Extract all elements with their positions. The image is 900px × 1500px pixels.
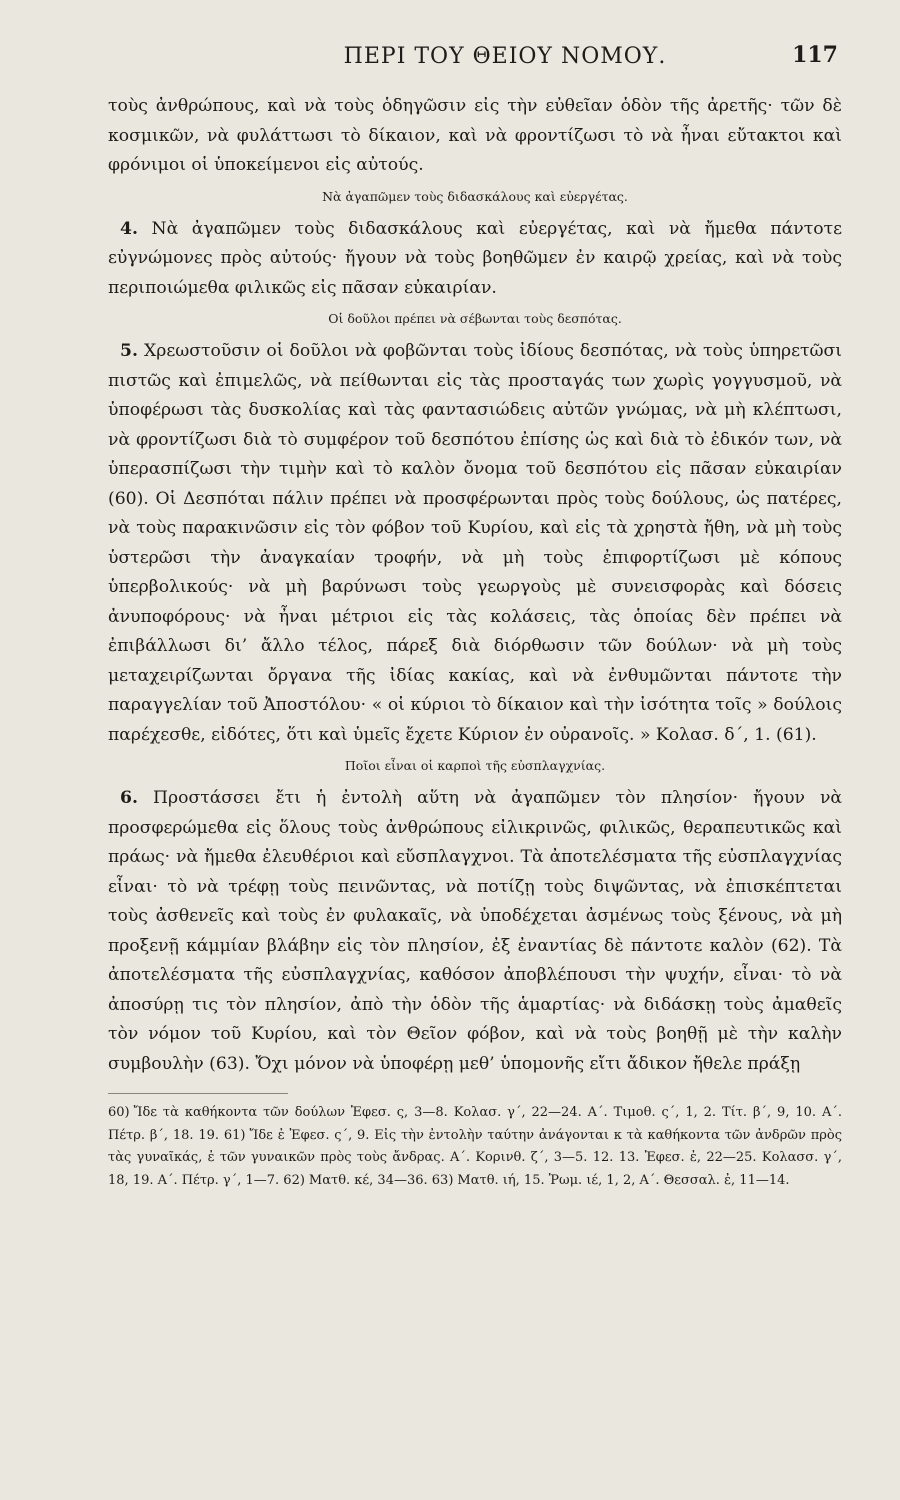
page-header: [108, 42, 842, 92]
paragraph-6-text: Προστάσσει ἔτι ἡ ἐντολὴ αὕτη νὰ ἀγαπῶμεν τὸν πλησίον· ἤγουν νὰ προσφερώμεθα εἰς ὅλους τοὺς ἀνθρώπους εἰλικρινῶς, φιλικῶς, θεραπευτικῶς καὶ πράως· νὰ ἤμεθα ἐλευθέριοι καὶ εὔσπλαγχνοι. Τὰ ἀποτελέσματα τῆς εὐσπλαγχνίας εἶναι· τὸ νὰ τρέφῃ τοὺς πεινῶντας, νὰ ποτίζῃ τοὺς διψῶντας, νὰ ἐπισκέπτεται τοὺς ἀσθενεῖς καὶ τοὺς ἐν φυλακαῖς, νὰ ὑποδέχεται ἀσμένως τοὺς ξένους, νὰ μὴ προξενῇ κάμμίαν βλάβην εἰς τὸν πλησίον, ἐξ ἐναντίας δὲ πάντοτε καλὸν (62). Τὰ ἀποτελέσματα τῆς εὐσπλαγχνίας, καθόσον ἀποβλέπουσι τὴν ψυχήν, εἶναι· τὸ νὰ ἀποσύρῃ τις τὸν πλησίον, ἀπὸ τὴν ὁδὸν τῆς ἁμαρτίας· νὰ διδάσκῃ τοὺς ἀμαθεῖς τὸν νόμον τοῦ Κυρίου, καὶ τὸν Θεῖον φόβον, καὶ νὰ τοὺς βοηθῇ μὲ τὴν καλὴν συμβουλὴν (63). Ὄχι μόνον νὰ ὑποφέρῃ μεθ’ ὑπομονῆς εἴτι ἄδικον ἤθελε πράξῃ: [108, 788, 842, 1074]
footnotes: [108, 1102, 842, 1192]
paragraph-4-text: Νὰ ἀγαπῶμεν τοὺς διδασκάλους καὶ εὐεργέτας, καὶ νὰ ἤμεθα πάντοτε εὐγνώμονες πρὸς αὐτούς· ἤγουν νὰ τοὺς βοηθῶμεν ἐν καιρῷ χρείας, καὶ νὰ τοὺς περιποιώμεθα φιλικῶς εἰς πᾶσαν εὐκαιρίαν.: [108, 218, 842, 298]
footnote-61: Ἴδε ἐ Ἐφεσ. ς΄, 9. Εἰς τὴν ἐντολὴν ταύτην ἀνάγονται κ τὰ καθήκοντα τῶν ἀνδρῶν πρὸς τὰς γυναῖκάς, ἐ τῶν γυναικῶν πρὸς τοὺς ἄνδρας. Α΄. Κορινθ. ζ΄, 3—5. 12. 13. Ἐφεσ. ἐ, 22—25. Κολασσ. γ΄, 18, 19. Α΄. Πέτρ. γ΄, 1—7.: [108, 1127, 842, 1188]
paragraph-number-4: 4.: [120, 218, 138, 239]
paragraph-number-6: 6.: [120, 788, 138, 808]
footnote-61-number: 61): [223, 1127, 246, 1143]
paragraph-6: [108, 784, 842, 1079]
paragraph-5: [108, 337, 842, 750]
paragraph-4: [108, 215, 842, 304]
paragraph-5-text: Χρεωστοῦσιν οἱ δοῦλοι νὰ φοβῶνται τοὺς ἰδίους δεσπότας, νὰ τοὺς ὑπηρετῶσι πιστῶς καὶ ἐπιμελῶς, νὰ πείθωνται εἰς τὰς προσταγάς των χωρὶς γογγυσμοῦ, νὰ ὑποφέρωσι τὰς δυσκολίας καὶ τὰς φαντασιώδεις αὐτῶν γνώμας, νὰ μὴ κλέπτωσι, νὰ φροντίζωσι διὰ τὸ συμφέρον τοῦ δεσπότου ἐπίσης ὡς καὶ διὰ τὸ ἐδικόν των, νὰ ὑπερασπίζωσι τὴν τιμὴν καὶ τὸ καλὸν ὄνομα τοῦ δεσπότου εἰς πᾶσαν εὐκαιρίαν (60). Οἱ Δεσπόται πάλιν πρέπει νὰ προσφέρωνται πρὸς τοὺς δούλους, ὡς πατέρες, νὰ τοὺς παρακινῶσιν εἰς τὸν φόβον τοῦ Κυρίου, καὶ εἰς τὰ χρηστὰ ἤθη, νὰ μὴ τοὺς ὑστερῶσι τὴν ἀναγκαίαν τροφήν, νὰ μὴ τοὺς ἐπιφορτίζωσι μὲ κόπους ὑπερβολικούς· νὰ μὴ βαρύνωσι τοὺς γεωργοὺς μὲ συνεισφορὰς καὶ δόσεις ἀνυποφόρους· νὰ ἦναι μέτριοι εἰς τὰς κολάσεις, τὰς ὁποίας δὲν πρέπει νὰ ἐπιβάλλωσι δι’ ἄλλο τέλος, πάρεξ διὰ διόρθωσιν τῶν δούλων· νὰ μὴ τοὺς μεταχειρίζωνται ὄργανα τῆς ἰδίας κακίας, καὶ νὰ ἐνθυμῶνται πάντοτε τὴν παραγγελίαν τοῦ Ἀποστόλου· « οἱ κύριοι τὸ δίκαιον καὶ τὴν ἰσότητα τοῖς » δούλοις παρέχεσθε, εἰδότες, ὅτι καὶ ὑμεῖς ἔχετε Κύριον ἐν οὐρανοῖς. » Κολασ. δ΄, 1. (61).: [108, 341, 843, 745]
footnote-60-number: 60): [108, 1105, 130, 1120]
section-heading-5: Οἱ δοῦλοι πρέπει νὰ σέβωνται τοὺς δεσπότας.: [328, 311, 622, 326]
footnote-62: Ματθ. κέ, 34—36.: [308, 1172, 428, 1188]
paragraph-number-5: 5.: [120, 341, 138, 361]
section-heading-6: Ποῖοι εἶναι οἱ καρποὶ τῆς εὐσπλαγχνίας.: [344, 758, 606, 773]
running-title: ΠΕΡΙ ΤΟΥ ΘΕΙΟΥ ΝΟΜΟΥ.: [343, 44, 667, 69]
paragraph-intro: τοὺς ἀνθρώπους, καὶ νὰ τοὺς ὁδηγῶσιν εἰς τὴν εὐθεῖαν ὁδὸν τῆς ἀρετῆς· τῶν δὲ κοσμικῶν, νὰ φυλάττωσι τὸ δίκαιον, καὶ νὰ φροντίζωσι τὸ νὰ ἦναι εὔτακτοι καὶ φρόνιμοι οἱ ὑποκείμενοι εἰς αὐτούς.: [108, 96, 842, 175]
section-heading-4: Νὰ ἀγαπῶμεν τοὺς διδασκάλους καὶ εὐεργέτας.: [322, 188, 628, 204]
footnote-60: Ἴδε τὰ καθήκοντα τῶν δούλων Ἐφεσ. ς, 3—8. Κολασ. γ΄, 22—24. Α΄. Τιμοθ. ς΄, 1, 2. Τίτ. β΄, 9, 10. Α΄. Πέτρ. β΄, 18. 19.: [108, 1105, 842, 1143]
footnote-63-number: 63): [431, 1172, 454, 1188]
footnote-63: Ματθ. ιή, 15. Ῥωμ. ιέ, 1, 2, Α΄. Θεσσαλ. ἐ, 11—14.: [457, 1172, 790, 1188]
page-number: 117: [792, 42, 838, 68]
footnote-divider: [108, 1093, 288, 1094]
footnote-62-number: 62): [283, 1172, 305, 1188]
